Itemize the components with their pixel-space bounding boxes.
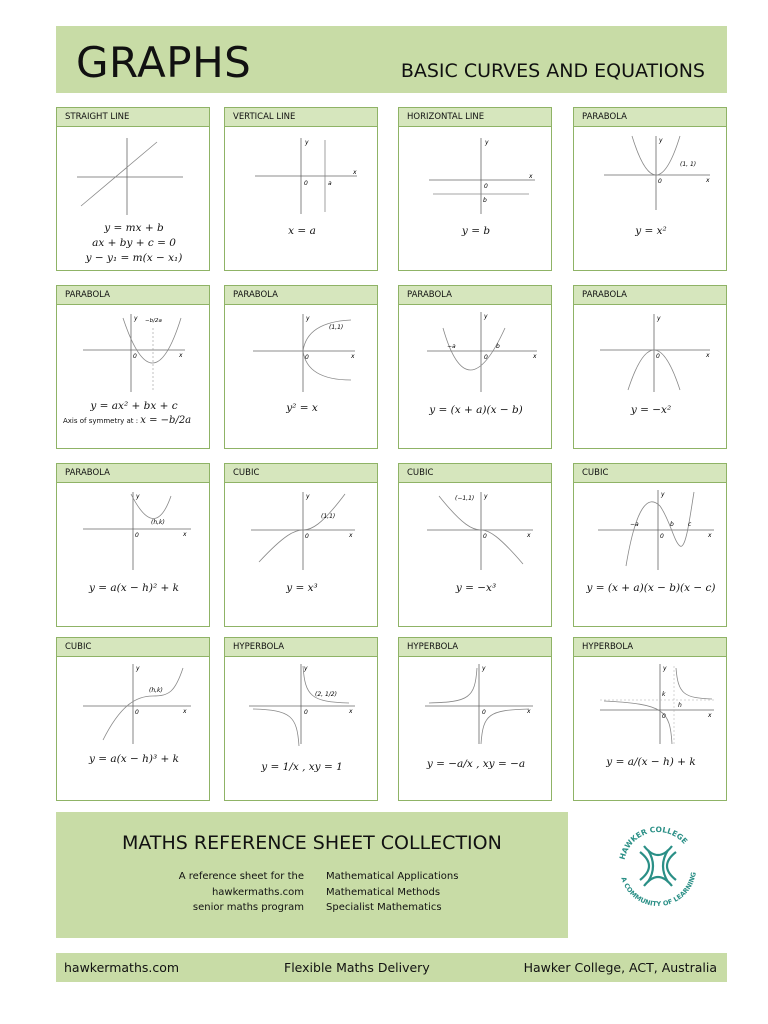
x-axis-label: x bbox=[183, 531, 187, 538]
card-parabola-2 bbox=[56, 285, 210, 449]
origin-label: 0 bbox=[135, 532, 139, 539]
y-axis-label: y bbox=[659, 137, 663, 144]
plot-parabola-6 bbox=[57, 486, 211, 578]
equation-1: y = a(x − h)² + k bbox=[88, 582, 180, 594]
y-axis-label: y bbox=[136, 493, 140, 500]
a-label: −a bbox=[630, 521, 639, 528]
equation-1: y = b bbox=[461, 225, 491, 237]
plot-hyperbola-2 bbox=[399, 660, 553, 752]
y-axis-label: y bbox=[661, 491, 665, 498]
plot-parabola-4 bbox=[399, 308, 553, 400]
card-hyperbola-2 bbox=[398, 637, 552, 801]
card-hyperbola-3 bbox=[573, 637, 727, 801]
plot-straight-line bbox=[57, 130, 211, 222]
equation-1: x = a bbox=[288, 225, 316, 237]
origin-label: 0 bbox=[658, 178, 662, 185]
plot-cubic-4 bbox=[57, 660, 211, 752]
c-label: c bbox=[688, 521, 692, 528]
card-label: VERTICAL LINE bbox=[225, 108, 377, 127]
point-label: (2, 1/2) bbox=[315, 691, 337, 698]
origin-label: 0 bbox=[482, 709, 486, 716]
point-label: (h,k) bbox=[149, 687, 163, 694]
x-axis-label: x bbox=[353, 169, 357, 176]
axis-equation: x = −b/2a bbox=[140, 415, 192, 426]
b-label: b bbox=[483, 197, 487, 204]
card-vertical-line bbox=[224, 107, 378, 271]
origin-label: 0 bbox=[484, 354, 488, 361]
equation-3: y − y₁ = m(x − x₁) bbox=[85, 252, 183, 264]
card-straight-line bbox=[56, 107, 210, 271]
a-label: −a bbox=[447, 343, 456, 350]
plot-parabola-2 bbox=[57, 308, 211, 400]
y-axis-label: y bbox=[305, 139, 309, 146]
x-axis-label: x bbox=[527, 708, 531, 715]
hawker-college-logo-icon bbox=[610, 818, 706, 914]
origin-label: 0 bbox=[305, 533, 309, 540]
axis-note-text: Axis of symmetry at : bbox=[63, 417, 139, 425]
description-line: senior maths program bbox=[192, 902, 304, 913]
logo-bottom-text: A COMMUNITY OF LEARNING bbox=[619, 871, 698, 909]
card-label: STRAIGHT LINE bbox=[57, 108, 209, 127]
course-item: Mathematical Methods bbox=[326, 886, 441, 898]
collection-panel bbox=[56, 812, 568, 938]
y-axis-label: y bbox=[484, 313, 488, 320]
x-axis-label: x bbox=[349, 532, 353, 539]
vertex-label: (h,k) bbox=[151, 519, 165, 526]
x-axis-label: x bbox=[708, 712, 712, 719]
a-label: a bbox=[328, 180, 332, 187]
equation-1: y = 1/x , xy = 1 bbox=[261, 761, 343, 773]
b-label: b bbox=[496, 343, 500, 350]
card-label: PARABOLA bbox=[399, 286, 551, 305]
equation-1: y = a(x − h)³ + k bbox=[88, 753, 180, 765]
card-cubic-4 bbox=[56, 637, 210, 801]
y-axis-label: y bbox=[663, 665, 667, 672]
footer-tagline: Flexible Maths Delivery bbox=[284, 960, 430, 975]
equation-1: y = (x + a)(x − b) bbox=[429, 404, 523, 416]
footer-location: Hawker College, ACT, Australia bbox=[523, 960, 717, 975]
card-label: PARABOLA bbox=[574, 286, 726, 305]
card-label: PARABOLA bbox=[57, 464, 209, 483]
point-label: (1,1) bbox=[321, 513, 336, 520]
collection-description bbox=[136, 869, 304, 916]
card-label: HYPERBOLA bbox=[574, 638, 726, 657]
origin-label: 0 bbox=[304, 709, 308, 716]
equation-1: y = x² bbox=[635, 225, 667, 237]
x-axis-label: x bbox=[708, 532, 712, 539]
plot-parabola-3 bbox=[225, 308, 379, 400]
page-subtitle: BASIC CURVES AND EQUATIONS bbox=[400, 60, 705, 82]
y-axis-label: y bbox=[657, 315, 661, 322]
card-horizontal-line bbox=[398, 107, 552, 271]
description-line: A reference sheet for the bbox=[178, 871, 304, 882]
y-axis-label: y bbox=[485, 139, 489, 146]
card-parabola-5 bbox=[573, 285, 727, 449]
origin-label: 0 bbox=[305, 354, 309, 361]
x-axis-label: x bbox=[706, 352, 710, 359]
point-label: (1,1) bbox=[329, 324, 344, 331]
equation-1: y = a/(x − h) + k bbox=[606, 756, 696, 768]
b-label: b bbox=[670, 521, 674, 528]
card-parabola-3 bbox=[224, 285, 378, 449]
plot-hyperbola-3 bbox=[574, 660, 728, 752]
origin-label: 0 bbox=[656, 353, 660, 360]
k-label: k bbox=[662, 691, 666, 698]
plot-horizontal-line bbox=[399, 130, 553, 222]
course-item: Mathematical Applications bbox=[326, 871, 459, 882]
plot-cubic-3 bbox=[574, 486, 728, 578]
x-axis-label: x bbox=[527, 532, 531, 539]
x-axis-label: x bbox=[179, 352, 183, 359]
plot-vertical-line bbox=[225, 130, 379, 222]
x-axis-label: x bbox=[533, 353, 537, 360]
equation-2: ax + by + c = 0 bbox=[92, 237, 176, 249]
plot-hyperbola-1 bbox=[225, 660, 379, 752]
card-label: HYPERBOLA bbox=[399, 638, 551, 657]
card-label: PARABOLA bbox=[57, 286, 209, 305]
y-axis-label: y bbox=[306, 315, 310, 322]
equation-1: y = x³ bbox=[286, 582, 318, 594]
card-label: CUBIC bbox=[399, 464, 551, 483]
plot-cubic-1 bbox=[225, 486, 379, 578]
footer-bar bbox=[56, 953, 727, 982]
footer-website: hawkermaths.com bbox=[64, 960, 180, 975]
equation-1: y = −x² bbox=[630, 404, 672, 416]
page-header bbox=[56, 26, 727, 93]
card-label: CUBIC bbox=[574, 464, 726, 483]
logo-top-text: HAWKER COLLEGE bbox=[617, 824, 690, 861]
equation-1: y = mx + b bbox=[104, 222, 164, 234]
card-label: CUBIC bbox=[225, 464, 377, 483]
origin-label: 0 bbox=[484, 183, 488, 190]
axis-note bbox=[63, 415, 209, 426]
card-hyperbola-1 bbox=[224, 637, 378, 801]
graph-grid bbox=[56, 107, 727, 797]
card-parabola-4 bbox=[398, 285, 552, 449]
x-axis-label: x bbox=[351, 353, 355, 360]
card-label: PARABOLA bbox=[574, 108, 726, 127]
y-axis-label: y bbox=[136, 665, 140, 672]
collection-title: MATHS REFERENCE SHEET COLLECTION bbox=[122, 832, 502, 854]
card-label: HYPERBOLA bbox=[225, 638, 377, 657]
y-axis-label: y bbox=[134, 315, 138, 322]
card-parabola-6 bbox=[56, 463, 210, 627]
point-label: (1, 1) bbox=[680, 161, 697, 168]
origin-label: 0 bbox=[304, 180, 308, 187]
card-parabola-1 bbox=[573, 107, 727, 271]
origin-label: 0 bbox=[133, 353, 137, 360]
page-title: GRAPHS bbox=[76, 38, 252, 87]
y-axis-label: y bbox=[482, 665, 486, 672]
origin-label: 0 bbox=[135, 709, 139, 716]
equation-1: y = −x³ bbox=[455, 582, 497, 594]
y-axis-label: y bbox=[306, 493, 310, 500]
y-axis-label: y bbox=[304, 665, 308, 672]
card-cubic-2 bbox=[398, 463, 552, 627]
card-label: CUBIC bbox=[57, 638, 209, 657]
origin-label: 0 bbox=[483, 533, 487, 540]
h-label: h bbox=[678, 702, 682, 709]
plot-parabola-5 bbox=[574, 308, 728, 400]
equation-1: y = (x + a)(x − b)(x − c) bbox=[586, 582, 716, 594]
x-axis-label: x bbox=[706, 177, 710, 184]
x-axis-label: x bbox=[349, 708, 353, 715]
x-axis-label: x bbox=[529, 173, 533, 180]
plot-cubic-2 bbox=[399, 486, 553, 578]
plot-parabola-1 bbox=[574, 130, 728, 222]
course-list bbox=[326, 869, 556, 916]
origin-label: 0 bbox=[662, 713, 666, 720]
card-cubic-1 bbox=[224, 463, 378, 627]
equation-1: y = −a/x , xy = −a bbox=[426, 758, 526, 770]
card-label: PARABOLA bbox=[225, 286, 377, 305]
origin-label: 0 bbox=[660, 533, 664, 540]
vertex-label: −b/2a bbox=[145, 318, 162, 324]
course-item: Specialist Mathematics bbox=[326, 902, 442, 913]
equation-1: y² = x bbox=[286, 402, 318, 414]
card-cubic-3 bbox=[573, 463, 727, 627]
point-label: (−1,1) bbox=[455, 495, 475, 502]
x-axis-label: x bbox=[183, 708, 187, 715]
description-line: hawkermaths.com bbox=[211, 886, 304, 898]
y-axis-label: y bbox=[484, 493, 488, 500]
equation-1: y = ax² + bx + c bbox=[90, 400, 178, 412]
card-label: HORIZONTAL LINE bbox=[399, 108, 551, 127]
